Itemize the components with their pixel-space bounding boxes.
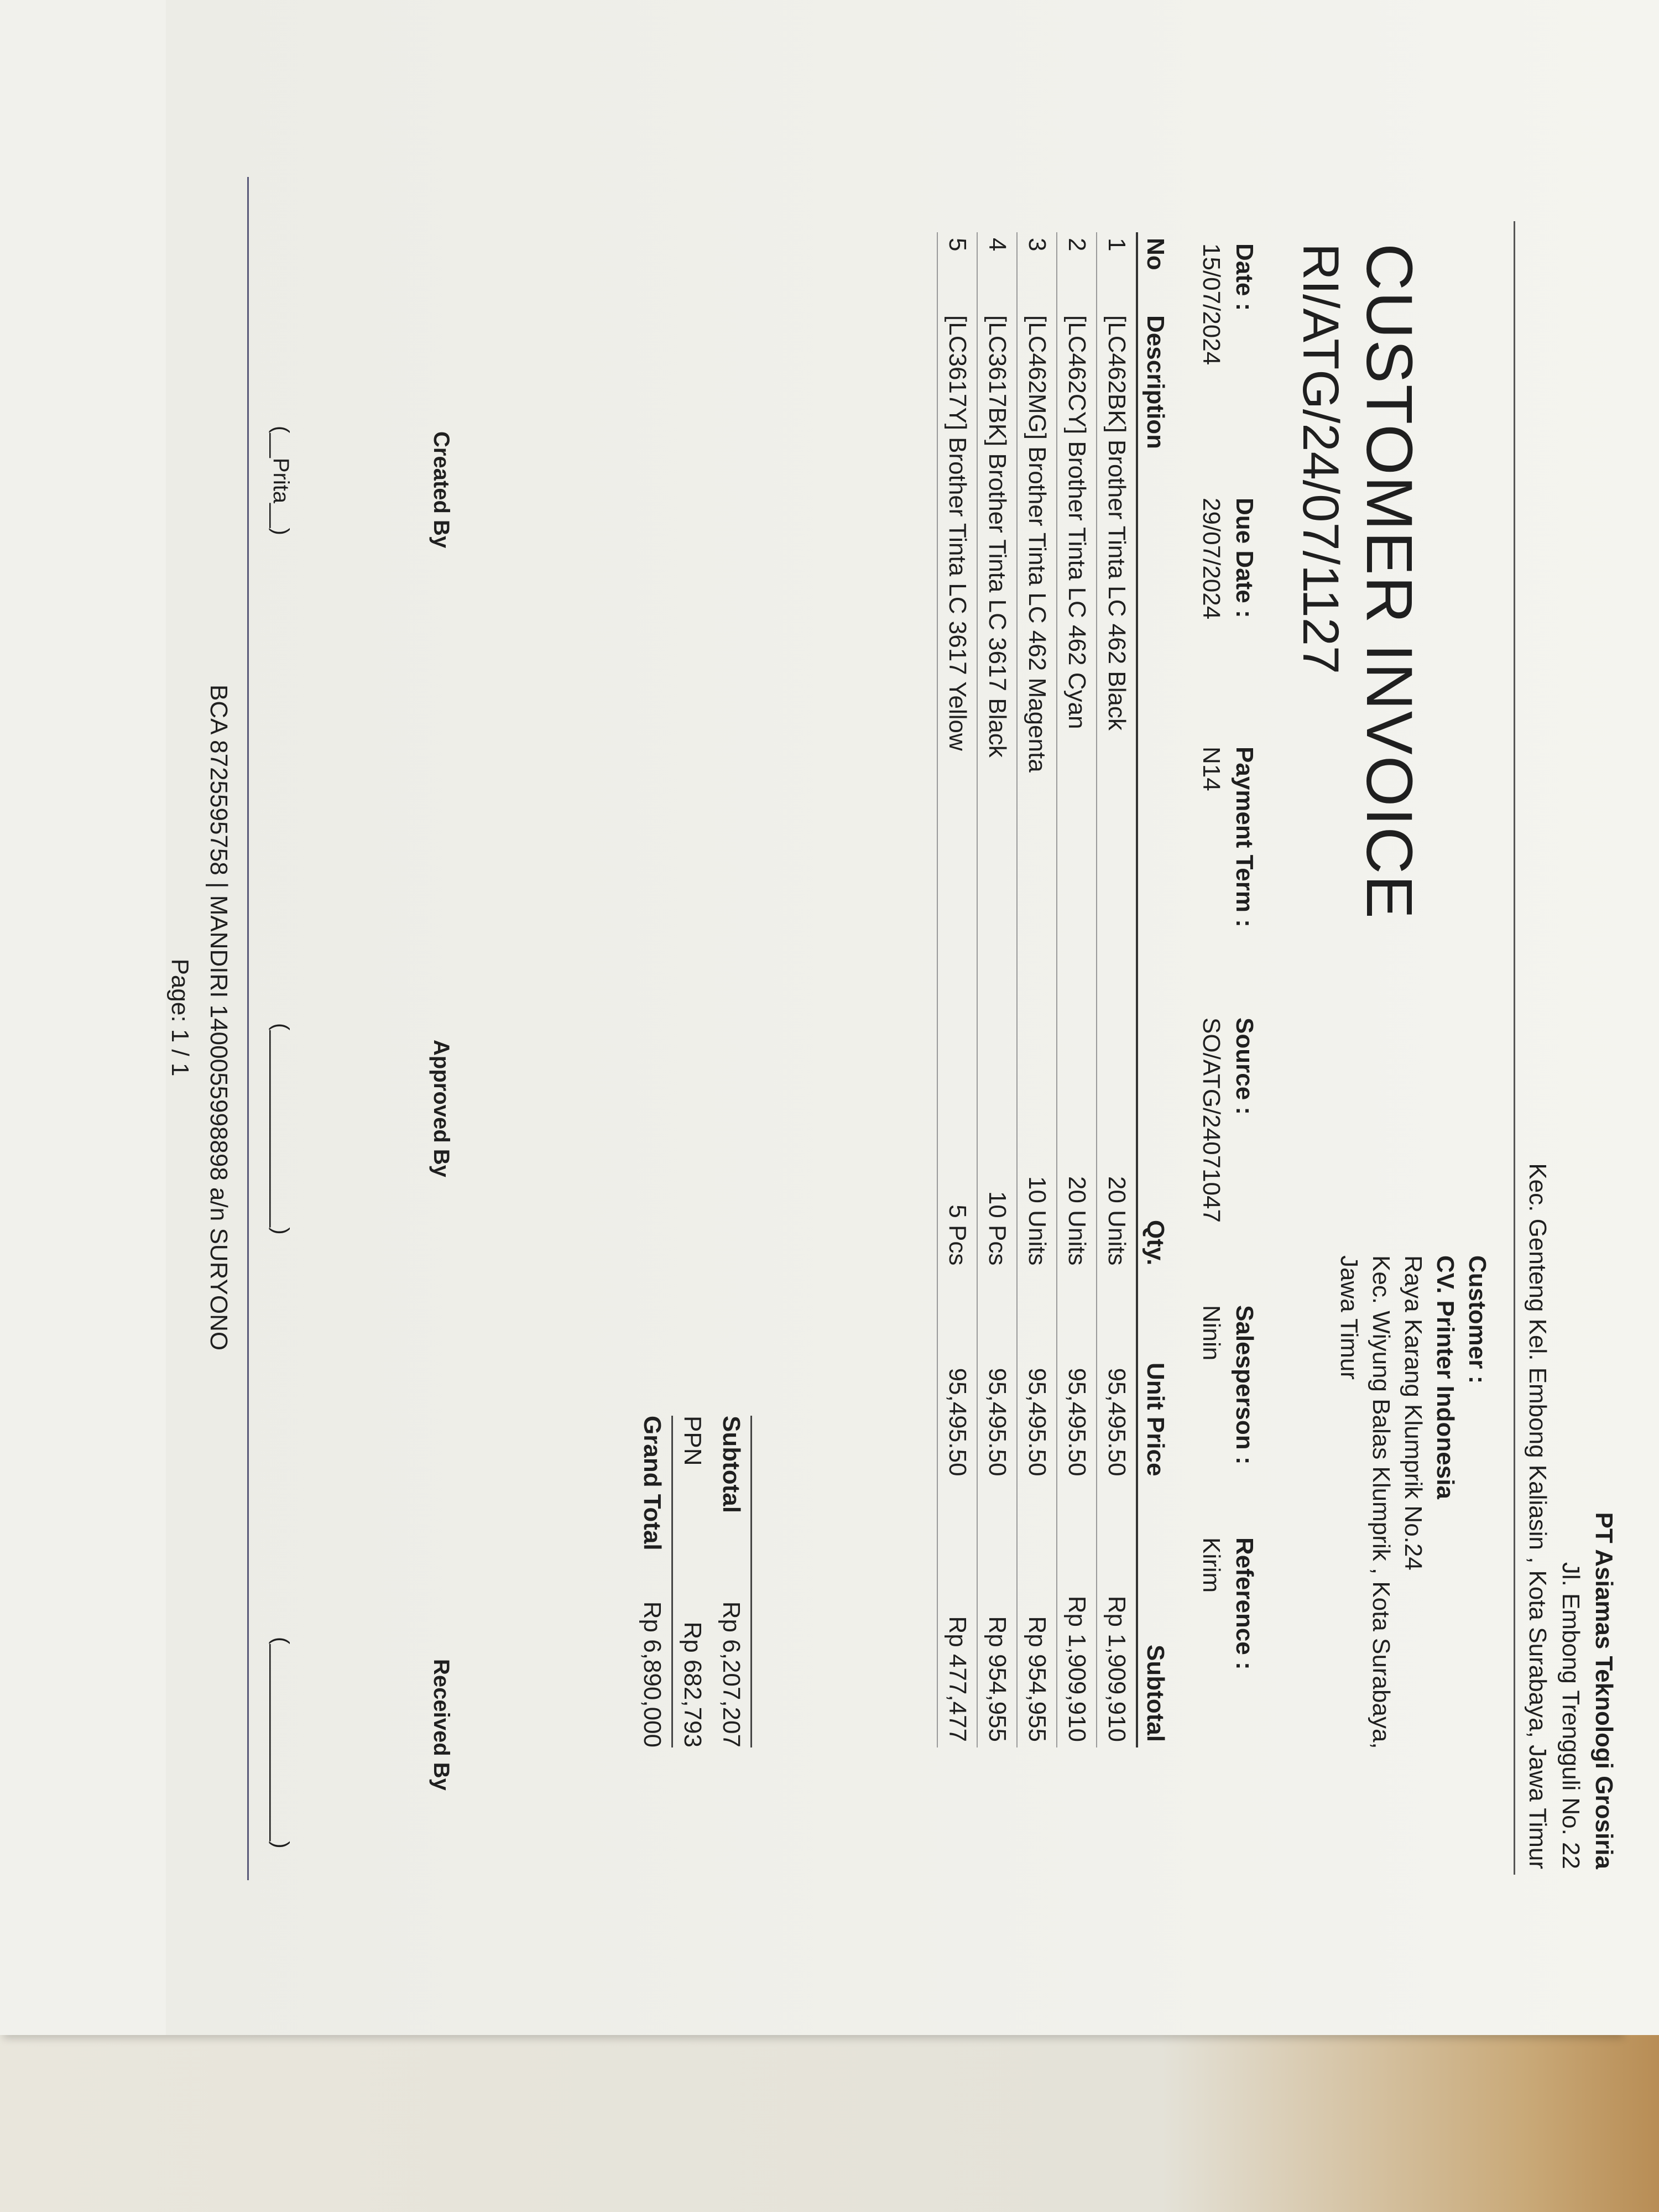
row-description: [LC462CY] Brother Tinta LC 462 Cyan <box>1057 310 1097 1102</box>
received-by-signature: (________________) <box>269 1637 293 1849</box>
date-value: 15/07/2024 <box>1198 243 1225 366</box>
header-divider <box>1514 221 1515 1875</box>
row-unit-price: 95,495.50 <box>977 1271 1017 1481</box>
payment-term-label: Payment Term : <box>1231 747 1258 927</box>
source-label: Source : <box>1231 1018 1258 1115</box>
row-subtotal: Rp 1,909,910 <box>1057 1481 1097 1747</box>
row-description: [LC3617Y] Brother Tinta LC 3617 Yellow <box>937 310 977 1102</box>
subtotal-value: Rp 6,207,207 <box>718 1601 745 1747</box>
row-no: 3 <box>1017 232 1057 310</box>
bank-info: BCA 8725595758 | MANDIRI 1400055998898 a/n SURYONO <box>205 684 232 1351</box>
row-qty: 20 Units <box>1057 1102 1097 1271</box>
row-no: 1 <box>1097 232 1137 310</box>
row-qty: 5 Pcs <box>937 1102 977 1271</box>
salesperson-label: Salesperson : <box>1231 1305 1258 1465</box>
grand-total-label: Grand Total <box>639 1416 666 1551</box>
header-unit-price: Unit Price <box>1137 1271 1172 1481</box>
date-field <box>1194 243 1261 365</box>
row-description: [LC3617BK] Brother Tinta LC 3617 Black <box>977 310 1017 1102</box>
row-description: [LC462BK] Brother Tinta LC 462 Black <box>1097 310 1137 1102</box>
subtotal-row <box>712 1416 752 1747</box>
row-subtotal: Rp 1,909,910 <box>1097 1481 1137 1747</box>
date-label: Date : <box>1231 243 1258 311</box>
due-date-field <box>1194 498 1261 619</box>
row-unit-price: 95,495.50 <box>937 1271 977 1481</box>
reference-label: Reference : <box>1231 1537 1258 1670</box>
row-no: 2 <box>1057 232 1097 310</box>
company-address-line2: Kec. Genteng Kel. Embong Kaliasin , Kota Surabaya, Jawa Timur <box>1524 1163 1551 1869</box>
totals-block <box>633 1416 752 1747</box>
customer-address-line3: Jawa Timur <box>1335 1255 1363 1380</box>
row-subtotal: Rp 954,955 <box>1017 1481 1057 1747</box>
customer-address-line1: Raya Karang Klumprik No.24 <box>1400 1255 1427 1571</box>
row-qty: 10 Pcs <box>977 1102 1017 1271</box>
company-header <box>1521 1163 1620 1869</box>
header-subtotal: Subtotal <box>1137 1481 1172 1747</box>
due-date-value: 29/07/2024 <box>1198 498 1225 620</box>
header-qty: Qty. <box>1137 1102 1172 1271</box>
row-no: 4 <box>977 232 1017 310</box>
table-row <box>1057 232 1097 1747</box>
customer-name: CV. Printer Indonesia <box>1432 1255 1459 1499</box>
reference-field <box>1194 1537 1261 1670</box>
company-name: PT Asiamas Teknologi Grosiria <box>1590 1512 1618 1869</box>
row-subtotal: Rp 954,955 <box>977 1481 1017 1747</box>
row-subtotal: Rp 477,477 <box>937 1481 977 1747</box>
customer-block <box>1333 1255 1493 1749</box>
invoice-page <box>166 0 1659 2035</box>
page-number: Page: 1 / 1 <box>166 958 194 1077</box>
ppn-value: Rp 682,793 <box>679 1621 706 1747</box>
reference-value: Kirim <box>1198 1537 1225 1593</box>
invoice-number: RI/ATG/24/07/1127 <box>1292 243 1349 675</box>
due-date-label: Due Date : <box>1231 498 1258 618</box>
source-field <box>1194 1018 1261 1223</box>
company-address-line1: Jl. Embong Trengguli No. 22 <box>1557 1562 1584 1869</box>
row-qty: 20 Units <box>1097 1102 1137 1271</box>
table-header-row <box>1137 232 1172 1747</box>
row-unit-price: 95,495.50 <box>1097 1271 1137 1481</box>
salesperson-value: Ninin <box>1198 1305 1225 1361</box>
ppn-row <box>673 1416 712 1747</box>
row-unit-price: 95,495.50 <box>1017 1271 1057 1481</box>
created-by-label: Created By <box>429 431 453 549</box>
customer-address-line2: Kec. Wiyung Balas Klumprik , Kota Surabaya, <box>1368 1255 1395 1749</box>
payment-term-value: N14 <box>1198 747 1225 791</box>
created-by-signature: (__Prita__) <box>269 426 293 535</box>
received-by-label: Received By <box>429 1659 453 1791</box>
table-row <box>977 232 1017 1747</box>
payment-term-field <box>1194 747 1261 927</box>
footer-divider <box>247 177 249 1880</box>
table-row <box>1097 232 1137 1747</box>
row-no: 5 <box>937 232 977 310</box>
approved-by-signature: (________________) <box>269 1023 293 1235</box>
header-description: Description <box>1137 310 1172 1102</box>
customer-label: Customer : <box>1464 1255 1491 1384</box>
row-unit-price: 95,495.50 <box>1057 1271 1097 1481</box>
source-value: SO/ATG/24071047 <box>1198 1018 1225 1223</box>
header-no: No <box>1137 232 1172 310</box>
invoice-lines-table <box>937 232 1172 1747</box>
invoice-title: CUSTOMER INVOICE <box>1353 243 1426 920</box>
table-row <box>1017 232 1057 1747</box>
table-row <box>937 232 977 1747</box>
salesperson-field <box>1194 1305 1261 1465</box>
grand-total-row <box>633 1416 673 1747</box>
approved-by-label: Approved By <box>429 1040 453 1177</box>
row-qty: 10 Units <box>1017 1102 1057 1271</box>
grand-total-value: Rp 6,890,000 <box>639 1601 666 1747</box>
ppn-label: PPN <box>679 1416 706 1466</box>
subtotal-label: Subtotal <box>718 1416 745 1513</box>
row-description: [LC462MG] Brother Tinta LC 462 Magenta <box>1017 310 1057 1102</box>
